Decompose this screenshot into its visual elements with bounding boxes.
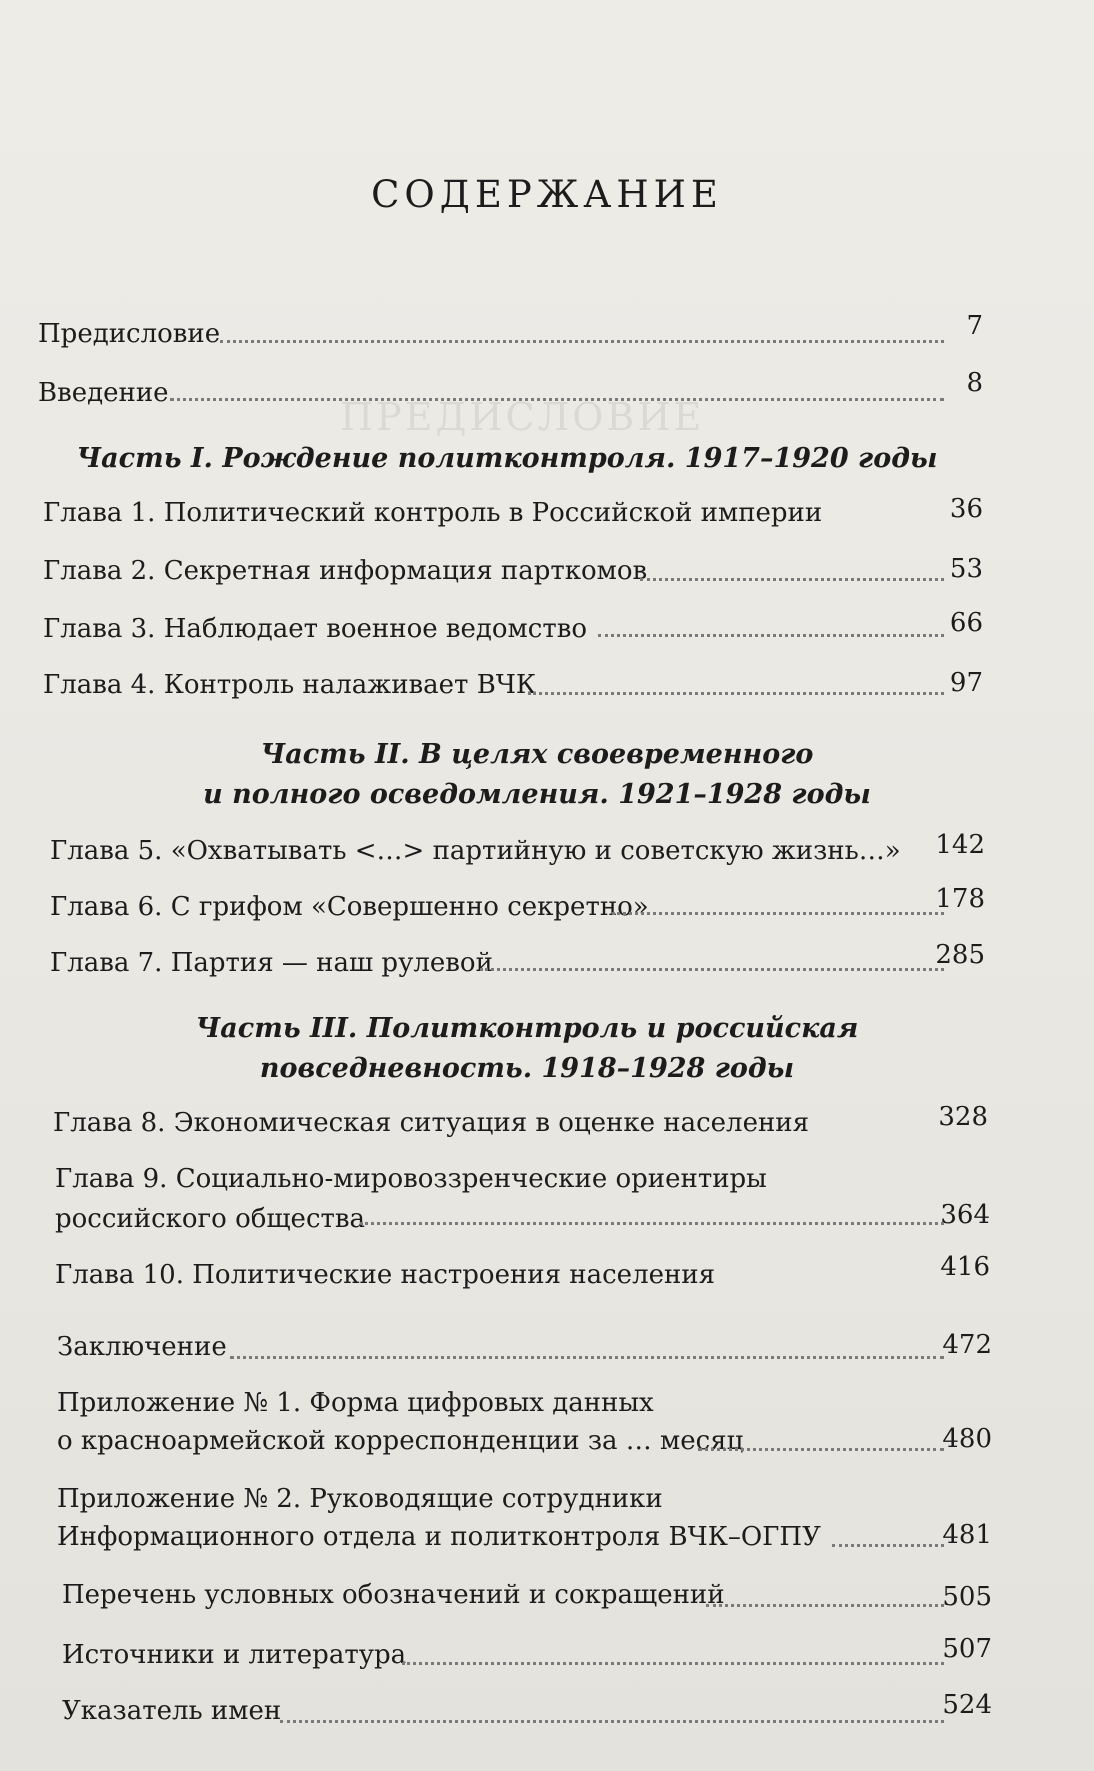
- dot-leader: [706, 1604, 944, 1607]
- entry-label: Глава 2. Секретная информация парткомов: [43, 556, 648, 586]
- entry-label: Глава 5. «Охватывать <…> партийную и советскую жизнь…»: [50, 836, 901, 866]
- toc-entry-chapter-1[interactable]: [43, 494, 983, 532]
- entry-label: Источники и литература: [62, 1640, 407, 1670]
- dot-leader: [598, 634, 944, 637]
- entry-label: Перечень условных обозначений и сокращений: [62, 1580, 725, 1610]
- entry-label: Информационного отдела и политконтроля ВЧК–ОГПУ: [57, 1522, 821, 1552]
- toc-entry-chapter-9-line-2[interactable]: [55, 1200, 990, 1238]
- entry-label: российского общества: [55, 1204, 366, 1234]
- toc-entry-appendix-1[interactable]: [57, 1384, 992, 1422]
- page-title: СОДЕРЖАНИЕ: [371, 172, 723, 216]
- entry-page: 285: [935, 940, 985, 970]
- entry-label: Приложение № 1. Форма цифровых данных: [57, 1388, 654, 1418]
- part-heading-1: [0, 440, 1054, 478]
- entry-page: 178: [935, 884, 985, 914]
- entry-page: 364: [940, 1200, 990, 1230]
- entry-page: 505: [942, 1582, 992, 1612]
- toc-entry-chapter-3[interactable]: [43, 610, 983, 648]
- entry-page: 66: [949, 608, 983, 638]
- entry-page: 481: [942, 1520, 992, 1550]
- entry-page: 142: [935, 830, 985, 860]
- toc-entry-appendix-2[interactable]: [57, 1480, 992, 1518]
- part-heading-2: [0, 736, 1084, 774]
- dot-leader: [360, 1222, 944, 1225]
- toc-entry-chapter-10[interactable]: [55, 1252, 990, 1294]
- entry-page: 7: [966, 311, 983, 341]
- entry-label: Глава 1. Политический контроль в Российской империи: [43, 498, 823, 528]
- entry-label: Глава 3. Наблюдает военное ведомство: [43, 614, 588, 644]
- part-title: Часть II. В целях своевременного: [260, 739, 814, 770]
- toc-entry-chapter-7[interactable]: [50, 940, 985, 982]
- dot-leader: [220, 340, 944, 343]
- part-title: и полного осведомления. 1921–1928 годы: [203, 779, 871, 810]
- entry-page: 472: [942, 1330, 992, 1360]
- toc-entry-chapter-5[interactable]: [50, 832, 985, 870]
- toc-entry-preface[interactable]: [38, 311, 983, 353]
- dot-leader: [402, 1662, 944, 1665]
- entry-page: 416: [940, 1252, 990, 1282]
- part-title: повседневность. 1918–1928 годы: [259, 1053, 795, 1084]
- part-title: Часть I. Рождение политконтроля. 1917–1920 годы: [76, 443, 938, 474]
- dot-leader: [640, 578, 944, 581]
- entry-page: 53: [949, 554, 983, 584]
- toc-entry-appendix-2-line-2[interactable]: [57, 1518, 992, 1556]
- entry-label: о красноармейской корреспонденции за … месяц: [57, 1426, 744, 1456]
- dot-leader: [230, 1356, 944, 1359]
- entry-label: Введение: [38, 378, 169, 408]
- toc-entry-chapter-8[interactable]: [53, 1104, 988, 1142]
- dot-leader: [528, 692, 944, 695]
- toc-entry-chapter-6[interactable]: [50, 884, 985, 926]
- toc-entry-chapter-2[interactable]: [43, 552, 983, 590]
- entry-page: 507: [942, 1634, 992, 1664]
- entry-label: Указатель имен: [62, 1696, 282, 1726]
- toc-entry-chapter-9[interactable]: [55, 1160, 990, 1198]
- entry-page: 480: [942, 1424, 992, 1454]
- entry-page: 8: [966, 368, 983, 398]
- part-heading-2-line-2: [0, 776, 1084, 814]
- toc-entry-introduction[interactable]: [38, 368, 983, 412]
- entry-label: Глава 6. С грифом «Совершенно секретно»: [50, 892, 649, 922]
- part-heading-3: [0, 1010, 1074, 1048]
- part-title: Часть III. Политконтроль и российская: [195, 1013, 859, 1044]
- dot-leader: [480, 968, 944, 971]
- entry-page: 97: [949, 668, 983, 698]
- entry-label: Приложение № 2. Руководящие сотрудники: [57, 1484, 663, 1514]
- entry-page: 328: [938, 1102, 988, 1132]
- entry-label: Заключение: [57, 1332, 227, 1362]
- entry-label: Глава 7. Партия — наш рулевой: [50, 948, 493, 978]
- dot-leader: [698, 1448, 944, 1451]
- toc-entry-chapter-4[interactable]: [43, 666, 983, 704]
- toc-entry-conclusion[interactable]: [57, 1328, 992, 1366]
- toc-entry-appendix-1-line-2[interactable]: [57, 1422, 992, 1460]
- dot-leader: [280, 1720, 944, 1723]
- entry-label: Предисловие: [38, 319, 221, 349]
- bleed-through-heading: ПРЕДИСЛОВИЕ: [340, 395, 705, 439]
- dot-leader: [612, 912, 944, 915]
- entry-label: Глава 8. Экономическая ситуация в оценке населения: [53, 1108, 810, 1138]
- part-heading-3-line-2: [0, 1050, 1074, 1088]
- entry-page: 36: [949, 494, 983, 524]
- toc-entry-sources[interactable]: [62, 1636, 992, 1674]
- toc-entry-abbreviations[interactable]: [62, 1576, 992, 1614]
- toc-entry-index[interactable]: [62, 1692, 992, 1730]
- dot-leader: [832, 1544, 944, 1547]
- entry-label: Глава 10. Политические настроения населения: [55, 1260, 716, 1290]
- entry-label: Глава 9. Социально-мировоззренческие ориентиры: [55, 1164, 767, 1194]
- dot-leader: [170, 398, 944, 401]
- entry-label: Глава 4. Контроль налаживает ВЧК: [43, 670, 537, 700]
- entry-page: 524: [942, 1690, 992, 1720]
